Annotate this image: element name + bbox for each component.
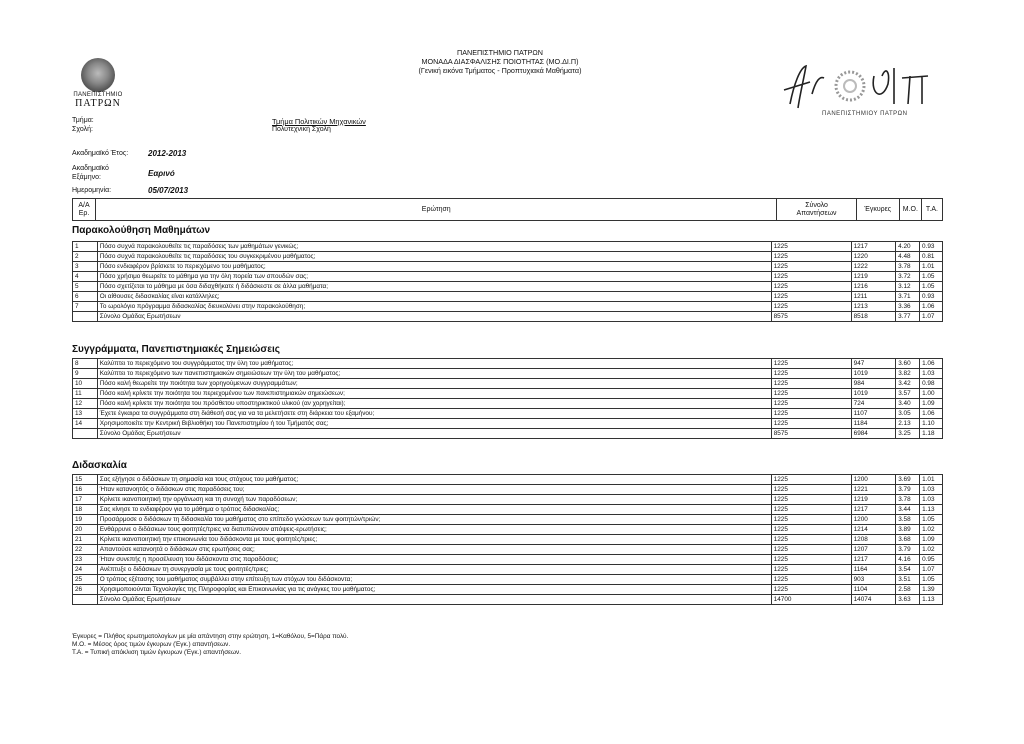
row-sd: 1.39 [920,585,943,595]
row-total: 1225 [771,282,851,292]
row-mean: 3.71 [896,292,920,302]
row-sd: 0.93 [920,242,943,252]
row-total: 1225 [771,515,851,525]
row-question: Πόσο ενδιαφέρον βρίσκετε το περιεχόμενο του μαθήματος; [97,262,771,272]
row-mean: 3.36 [896,302,920,312]
row-sd: 1.10 [920,419,943,429]
row-mean: 3.25 [896,429,920,439]
row-mean: 3.05 [896,409,920,419]
row-mean: 3.44 [896,505,920,515]
dept-label: Τμήμα: [72,117,94,124]
row-mean: 3.78 [896,495,920,505]
row-mean: 3.63 [896,595,920,605]
row-question: Απαντούσε κατανοητά ο διδάσκων στις ερωτήσεις σας; [97,545,771,555]
modip-subtitle: ΠΑΝΕΠΙΣΤΗΜΙΟΥ ΠΑΤΡΩΝ [822,111,908,117]
row-valid: 1207 [851,545,896,555]
row-valid: 14074 [851,595,896,605]
date-label: Ημερομηνία: [72,187,112,194]
row-sd: 1.05 [920,282,943,292]
row-sd: 0.95 [920,555,943,565]
row-total: 1225 [771,292,851,302]
row-number: 2 [73,252,98,262]
row-total: 1225 [771,555,851,565]
table-total-row [73,595,943,605]
row-question: Πόσο συχνά παρακολουθείτε τις παραδόσεις του συγκεκριμένου μαθήματος; [97,252,771,262]
row-total: 14700 [771,595,851,605]
row-number: 24 [73,565,98,575]
row-number: 12 [73,399,98,409]
row-total: 8575 [771,429,851,439]
row-valid: 1104 [851,585,896,595]
dept-value: Τμήμα Πολιτικών Μηχανικών [272,117,366,126]
row-number: 7 [73,302,98,312]
table-row [73,262,943,272]
table-row [73,379,943,389]
row-total: 1225 [771,585,851,595]
table-row [73,399,943,409]
row-number: 5 [73,282,98,292]
row-valid: 1220 [851,252,896,262]
row-mean: 3.69 [896,475,920,485]
row-valid: 1219 [851,495,896,505]
row-mean: 3.68 [896,535,920,545]
row-valid: 1221 [851,485,896,495]
header-total-line1: Σύνολο [805,201,828,209]
row-mean: 3.77 [896,312,920,322]
row-valid: 947 [851,359,896,369]
row-sd: 1.07 [920,565,943,575]
header-line-1: ΠΑΝΕΠΙΣΤΗΜΙΟ ΠΑΤΡΩΝ [457,48,543,57]
school-value: Πολυτεχνική Σχολή [272,126,331,133]
row-question: Πόσο συχνά παρακολουθείτε τις παραδόσεις των μαθημάτων γενικώς; [97,242,771,252]
footnote-valid: Έγκυρες = Πλήθος ερωτηματολογίων με μία απάντηση στην ερώτηση, 1=Καθόλου, 5=Πάρα πολύ. [72,633,349,640]
row-total: 1225 [771,535,851,545]
row-valid: 1107 [851,409,896,419]
row-mean: 3.42 [896,379,920,389]
table-row [73,242,943,252]
header-aa-line2: Ερ. [78,209,90,217]
section-title-textbooks: Συγγράμματα, Πανεπιστημιακές Σημειώσεις [72,344,280,355]
school-label: Σχολή: [72,126,93,133]
row-question: Σύνολο Ομάδας Ερωτήσεων [97,429,771,439]
row-question: Σύνολο Ομάδας Ερωτήσεων [97,595,771,605]
table-row [73,292,943,302]
semester-label-1: Ακαδημαϊκό [72,165,109,172]
row-question: Πόσο σχετίζεται το μάθημα με όσα διδαχθήκατε ή διδάσκεστε σε άλλα μαθήματα; [97,282,771,292]
row-number: 11 [73,389,98,399]
table-row [73,565,943,575]
row-number: 23 [73,555,98,565]
year-label: Ακαδημαϊκό Έτος: [72,150,129,157]
header-total-line2: Απαντήσεων [796,209,837,217]
row-valid: 1216 [851,282,896,292]
row-mean: 4.16 [896,555,920,565]
row-question: Χρησιμοποιείτε την Κεντρική Βιβλιοθήκη του Πανεπιστημίου ή του Τμήματός σας; [97,419,771,429]
row-valid: 724 [851,399,896,409]
row-number: 18 [73,505,98,515]
row-question: Καλύπτει το περιεχόμενο του συγγράμματος την ύλη του μαθήματος; [97,359,771,369]
row-sd: 1.13 [920,505,943,515]
footnote-sd: Τ.Α. = Τυπική απόκλιση τιμών έγκυρων (Έγκ.) απαντήσεων. [72,649,241,656]
row-question: Κρίνετε ικανοποιητική την επικοινωνία του διδάσκοντα με τους φοιτητές/τριες; [97,535,771,545]
row-number: 8 [73,359,98,369]
table-row [73,545,943,555]
section-title-teaching: Διδασκαλία [72,460,127,471]
row-total: 1225 [771,565,851,575]
row-total: 1225 [771,272,851,282]
university-seal-icon [81,58,115,92]
row-question: Ήταν κατανοητός ο διδάσκων στις παραδόσεις του; [97,485,771,495]
table-row [73,555,943,565]
row-sd: 1.07 [920,312,943,322]
table-row [73,359,943,369]
document-header [330,48,670,75]
header-line-2: ΜΟΝΑΔΑ ΔΙΑΣΦΑΛΙΣΗΣ ΠΟΙΟΤΗΤΑΣ (ΜΟ.ΔΙ.Π) [421,57,579,66]
row-question: Ήταν συνεπής η προσέλευση του διδάσκοντα στις παραδόσεις; [97,555,771,565]
row-valid: 8518 [851,312,896,322]
row-sd: 1.09 [920,535,943,545]
row-mean: 3.58 [896,515,920,525]
date-value: 05/07/2013 [148,186,189,195]
row-total: 1225 [771,505,851,515]
section-table-teaching [72,474,943,605]
row-number: 15 [73,475,98,485]
row-question: Πόσο καλή θεωρείτε την ποιότητα των χορηγούμενων συγγραμμάτων; [97,379,771,389]
row-question: Πόσο καλή κρίνετε την ποιότητα του πρόσθετου υποστηρικτικού υλικού (αν χορηγείται); [97,399,771,409]
header-question: Ερώτηση [96,199,777,221]
row-total: 1225 [771,475,851,485]
section-table-textbooks [72,358,943,439]
row-total: 1225 [771,485,851,495]
row-valid: 903 [851,575,896,585]
row-question: Έχετε έγκαιρα τα συγγράμματα στη διάθεσή σας για να τα μελετήσετε στη διάρκεια του εξαμήνου; [97,409,771,419]
row-valid: 1214 [851,525,896,535]
row-question: Το ωρολόγιο πρόγραμμα διδασκαλίας διευκολύνει στην παρακολούθηση; [97,302,771,312]
row-valid: 1019 [851,369,896,379]
section-title-attendance: Παρακολούθηση Μαθημάτων [72,225,211,236]
table-row [73,419,943,429]
row-valid: 1019 [851,389,896,399]
results-table-header [72,198,943,221]
university-logo [70,58,126,109]
row-sd: 1.05 [920,515,943,525]
row-sd: 1.01 [920,262,943,272]
row-mean: 3.82 [896,369,920,379]
table-row [73,505,943,515]
row-mean: 3.60 [896,359,920,369]
header-aa-line1: Α/Α [78,201,90,209]
row-valid: 1217 [851,242,896,252]
row-mean: 3.12 [896,282,920,292]
row-number: 6 [73,292,98,302]
header-mean: Μ.Ο. [899,199,921,221]
row-total: 1225 [771,495,851,505]
row-number: 13 [73,409,98,419]
row-valid: 1211 [851,292,896,302]
row-number [73,595,98,605]
row-number: 17 [73,495,98,505]
row-total: 8575 [771,312,851,322]
row-question: Καλύπτει το περιεχόμενο των πανεπιστημιακών σημειώσεων την ύλη του μαθήματος; [97,369,771,379]
table-row [73,389,943,399]
row-valid: 1164 [851,565,896,575]
header-line-3: (Γενική εικόνα Τμήματος - Προπτυχιακά Μαθήματα) [418,66,582,75]
row-total: 1225 [771,545,851,555]
row-sd: 1.13 [920,595,943,605]
table-row [73,525,943,535]
row-sd: 1.03 [920,495,943,505]
row-number: 1 [73,242,98,252]
row-valid: 1213 [851,302,896,312]
row-valid: 984 [851,379,896,389]
row-total: 1225 [771,262,851,272]
row-number: 3 [73,262,98,272]
row-number: 19 [73,515,98,525]
row-sd: 1.06 [920,302,943,312]
row-mean: 2.58 [896,585,920,595]
row-number: 16 [73,485,98,495]
row-mean: 3.40 [896,399,920,409]
row-number: 10 [73,379,98,389]
row-mean: 3.79 [896,545,920,555]
row-valid: 6984 [851,429,896,439]
table-row [73,515,943,525]
table-row [73,272,943,282]
row-number: 26 [73,585,98,595]
row-question: Πόσο χρήσιμο θεωρείτε το μάθημα για την όλη πορεία των σπουδών σας; [97,272,771,282]
table-row [73,585,943,595]
row-sd: 1.06 [920,409,943,419]
row-question: Σας κίνησε το ενδιαφέρον για το μάθημα ο τρόπος διδασκαλίας; [97,505,771,515]
row-total: 1225 [771,242,851,252]
logo-top-text: ΠΑΝΕΠΙΣΤΗΜΙΟ [73,92,123,98]
row-mean: 3.78 [896,262,920,272]
row-mean: 3.54 [896,565,920,575]
row-sd: 1.05 [920,272,943,282]
row-question: Ενθάρρυνε ο διδάσκων τους φοιτητές/τριες να διατυπώνουν απόψεις-ερωτήσεις; [97,525,771,535]
row-total: 1225 [771,419,851,429]
row-mean: 3.72 [896,272,920,282]
row-mean: 3.79 [896,485,920,495]
row-sd: 1.09 [920,399,943,409]
row-mean: 3.57 [896,389,920,399]
row-total: 1225 [771,525,851,535]
logo-main-text: ΠΑΤΡΩΝ [75,98,121,109]
semester-value: Εαρινό [148,169,175,178]
row-question: Κρίνετε ικανοποιητική την οργάνωση και τη συνοχή των παραδόσεων; [97,495,771,505]
row-sd: 1.00 [920,389,943,399]
row-number [73,429,98,439]
table-row [73,252,943,262]
modip-logo [770,54,960,124]
row-total: 1225 [771,252,851,262]
row-mean: 4.20 [896,242,920,252]
row-total: 1225 [771,389,851,399]
row-valid: 1184 [851,419,896,429]
table-total-row [73,312,943,322]
row-valid: 1217 [851,555,896,565]
row-valid: 1219 [851,272,896,282]
header-sd: Τ.Α. [921,199,942,221]
row-sd: 1.02 [920,525,943,535]
row-question: Προσάρμοσε ο διδάσκων τη διδασκαλία του μαθήματος στο επίπεδο γνώσεων των φοιτητών/τριών; [97,515,771,525]
row-mean: 3.51 [896,575,920,585]
row-valid: 1200 [851,515,896,525]
row-mean: 2.13 [896,419,920,429]
row-mean: 4.48 [896,252,920,262]
footnotes [72,633,348,657]
row-number: 20 [73,525,98,535]
row-question: Χρησιμοποιούνται Τεχνολογίες της Πληροφορίας και Επικοινωνίας για τις ανάγκες του μαθήματος; [97,585,771,595]
row-question: Πόσο καλή κρίνετε την ποιότητα του περιεχομένου των πανεπιστημιακών σημειώσεων; [97,389,771,399]
table-total-row [73,429,943,439]
row-total: 1225 [771,379,851,389]
row-number: 4 [73,272,98,282]
modip-wordmark-icon [770,54,960,114]
row-total: 1225 [771,575,851,585]
row-sd: 1.06 [920,359,943,369]
table-row [73,302,943,312]
row-total: 1225 [771,399,851,409]
row-number: 9 [73,369,98,379]
row-total: 1225 [771,369,851,379]
row-question: Σας εξήγησε ο διδάσκων τη σημασία και τους στόχους του μαθήματος; [97,475,771,485]
row-total: 1225 [771,409,851,419]
semester-label-2: Εξάμηνο: [72,174,101,181]
table-row [73,475,943,485]
section-table-attendance [72,241,943,322]
row-sd: 1.02 [920,545,943,555]
row-sd: 1.01 [920,475,943,485]
row-valid: 1208 [851,535,896,545]
row-sd: 0.98 [920,379,943,389]
row-sd: 1.03 [920,485,943,495]
table-row [73,535,943,545]
header-total [777,199,856,221]
row-number: 25 [73,575,98,585]
footnote-mean: Μ.Ο. = Μέσος όρος τιμών έγκυρων (Έγκ.) απαντήσεων. [72,641,231,648]
row-number: 21 [73,535,98,545]
table-row [73,485,943,495]
row-valid: 1222 [851,262,896,272]
row-number: 14 [73,419,98,429]
row-sd: 1.05 [920,575,943,585]
row-question: Ανέπτυξε ο διδάσκων τη συνεργασία με τους φοιτητές/τριες; [97,565,771,575]
year-value: 2012-2013 [148,149,187,158]
row-total: 1225 [771,359,851,369]
row-valid: 1200 [851,475,896,485]
row-total: 1225 [771,302,851,312]
row-question: Οι αίθουσες διδασκαλίας είναι κατάλληλες; [97,292,771,302]
row-sd: 1.18 [920,429,943,439]
table-row [73,495,943,505]
table-row [73,369,943,379]
row-question: Σύνολο Ομάδας Ερωτήσεων [97,312,771,322]
row-mean: 3.89 [896,525,920,535]
row-valid: 1217 [851,505,896,515]
table-row [73,409,943,419]
row-sd: 0.81 [920,252,943,262]
header-valid: Έγκυρες [856,199,899,221]
row-number [73,312,98,322]
table-row [73,575,943,585]
row-question: Ο τρόπος εξέτασης του μαθήματος συμβάλλει στην επίτευξη των στόχων του διδάσκοντα; [97,575,771,585]
row-number: 22 [73,545,98,555]
row-sd: 0.93 [920,292,943,302]
table-row [73,282,943,292]
row-sd: 1.03 [920,369,943,379]
header-aa [73,199,96,221]
